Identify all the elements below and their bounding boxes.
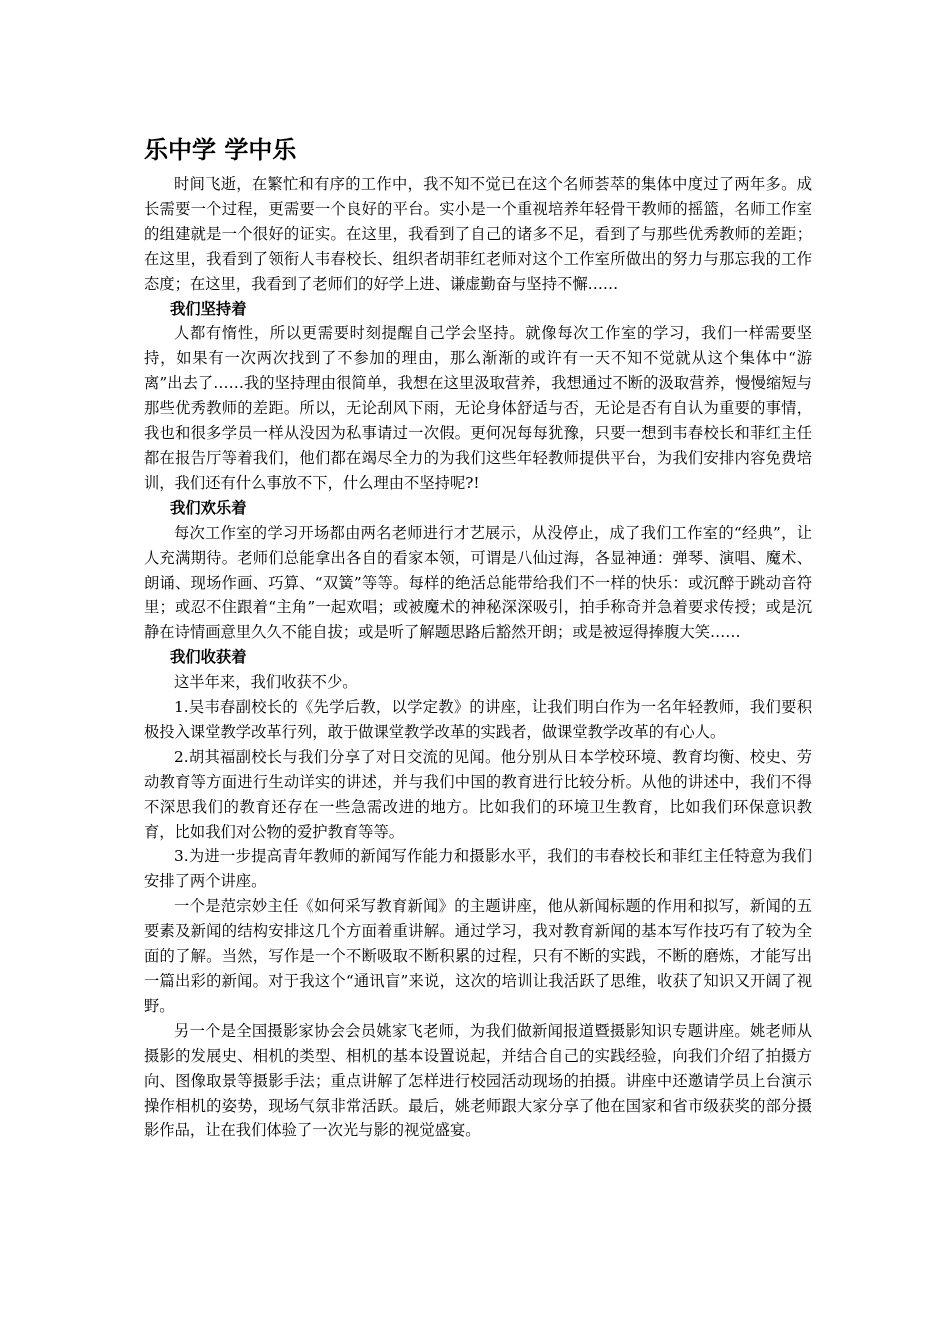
section-persist-paragraph: 人都有惰性，所以更需要时刻提醒自己学会坚持。就像每次工作室的学习，我们一样需要坚持，如果有一次两次找到了不参加的理由，那么渐渐的或许有一天不知不觉就从这个集体中“游离”出去了……我的坚持理由很简单，我想在这里汲取营养，我想通过不断的汲取营养，慢慢缩短与那些优秀教师的差距。所以，无论刮风下雨，无论身体舒适与否，无论是否有自认为重要的事情，我也和很多学员一样从没因为私事请过一次假。更何况每每犹豫，只要一想到韦春校长和菲红主任都在报告厅等着我们，他们都在竭尽全力的为我们这些年轻教师提供平台，为我们安排内容免费培训，我们还有什么事放不下，什么理由不坚持呢?! — [144, 324, 812, 492]
intro-paragraph: 时间飞逝，在繁忙和有序的工作中，我不知不觉已在这个名师荟萃的集体中度过了两年多。成长需要一个过程，更需要一个良好的平台。实小是一个重视培养年轻骨干教师的摇篮，名师工作室的组建就是一个很好的证实。在这里，我看到了自己的诸多不足，看到了与那些优秀教师的差距；在这里，我看到了领衔人韦春校长、组织者胡菲红老师对这个工作室所做出的努力与那忘我的工作态度；在这里，我看到了老师们的好学上进、谦虚勤奋与坚持不懈…… — [144, 175, 812, 293]
section-heading-persist: 我们坚持着 — [170, 299, 247, 318]
harvest-lecture-news: 一个是范宗妙主任《如何采写教育新闻》的主题讲座，他从新闻标题的作用和拟写，新闻的五要素及新闻的结构安排这几个方面着重讲解。通过学习，我对教育新闻的基本写作技巧有了较为全面的了解。当然，写作是一个不断吸取不断积累的过程，只有不断的实践，不断的磨炼，才能写出一篇出彩的新闻。对于我这个“通讯盲”来说，这次的培训让我活跃了思维，收获了知识又开阔了视野。 — [144, 897, 812, 1015]
document-title: 乐中学 学中乐 — [144, 136, 297, 164]
section-heading-joy: 我们欢乐着 — [170, 498, 247, 517]
harvest-item-3: 3.为进一步提高青年教师的新闻写作能力和摄影水平，我们的韦春校长和菲红主任特意为我们安排了两个讲座。 — [144, 847, 812, 891]
section-joy-paragraph: 每次工作室的学习开场都由两名老师进行才艺展示，从没停止，成了我们工作室的“经典”，让人充满期待。老师们总能拿出各自的看家本领，可谓是八仙过海，各显神通：弹琴、演唱、魔术、朗诵、现场作画、巧算、“双簧”等等。每样的绝活总能带给我们不一样的快乐：或沉醉于跳动音符里；或忍不住跟着“主角”一起欢唱；或被魔术的神秘深深吸引，拍手称奇并急着要求传授；或是沉静在诗情画意里久久不能自拔；或是听了解题思路后豁然开朗；或是被逗得捧腹大笑…… — [144, 523, 812, 642]
document-page — [144, 130, 812, 1143]
harvest-item-2: 2.胡其福副校长与我们分享了对日交流的见闻。他分别从日本学校环境、教育均衡、校史、劳动教育等方面进行生动详实的讲述，并与我们中国的教育进行比较分析。从他的讲述中，我们不得不深思我们的教育还存在一些急需改进的地方。比如我们的环境卫生教育，比如我们环保意识教育，比如我们对公物的爱护教育等等。 — [144, 747, 812, 841]
harvest-intro-paragraph: 这半年来，我们收获不少。 — [174, 673, 358, 692]
harvest-lecture-photography: 另一个是全国摄影家协会会员姚家飞老师，为我们做新闻报道暨摄影知识专题讲座。姚老师从摄影的发展史、相机的类型、相机的基本设置说起，并结合自己的实践经验，向我们介绍了拍摄方向、图像取景等摄影手法；重点讲解了怎样进行校园活动现场的拍摄。讲座中还邀请学员上台演示操作相机的姿势，现场气氛非常活跃。最后，姚老师跟大家分享了他在国家和省市级获奖的部分摄影作品，让在我们体验了一次光与影的视觉盛宴。 — [144, 1021, 812, 1140]
harvest-item-1: 1.吴韦春副校长的《先学后教，以学定教》的讲座，让我们明白作为一名年轻教师，我们要积极投入课堂教学改革行列，敢于做课堂教学改革的实践者，做课堂教学改革的有心人。 — [144, 698, 812, 741]
section-heading-harvest: 我们收获着 — [170, 648, 247, 667]
